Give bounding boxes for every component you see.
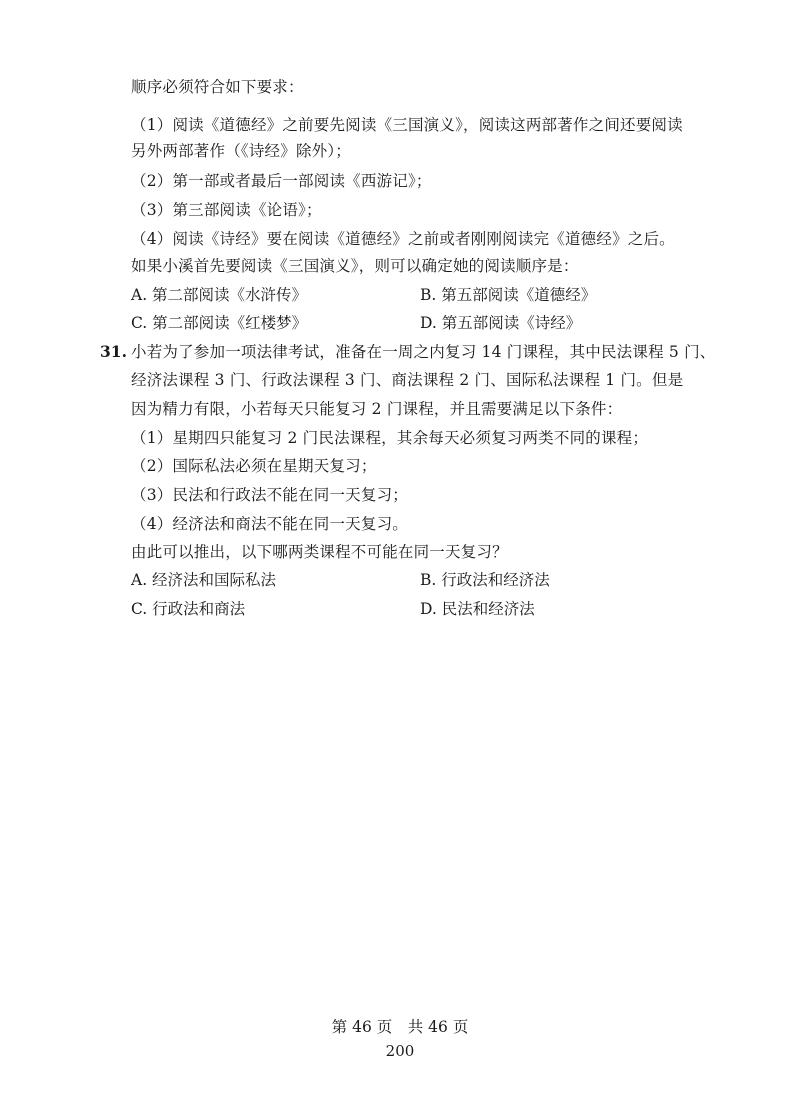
q31-option-b: B. 行政法和经济法 — [420, 571, 550, 589]
q30-condition-4: （4）阅读《诗经》要在阅读《道德经》之前或者刚刚阅读完《道德经》之后。 — [131, 230, 675, 248]
q30-condition-1b: 另外两部著作（《诗经》除外）； — [131, 142, 352, 160]
q30-intro: 顺序必须符合如下要求： — [131, 78, 304, 96]
page-number: 200 — [385, 1042, 415, 1060]
q30-condition-3: （3）第三部阅读《论语》； — [131, 201, 322, 219]
q31-condition-3: （3）民法和行政法不能在同一天复习； — [131, 486, 408, 504]
q30-question: 如果小溪首先要阅读《三国演义》，则可以确定她的阅读顺序是： — [131, 257, 579, 275]
q30-option-a: A. 第二部阅读《水浒传》 — [131, 286, 308, 304]
q31-stem-2: 经济法课程 3 门、行政法课程 3 门、商法课程 2 门、国际私法课程 1 门。但是 — [131, 371, 684, 389]
q31-condition-4: （4）经济法和商法不能在同一天复习。 — [131, 515, 408, 533]
page-indicator: 第 46 页 共 46 页 — [331, 1018, 469, 1036]
q31-question: 由此可以推出，以下哪两类课程不可能在同一天复习？ — [131, 543, 508, 561]
q31-number: 31. — [100, 342, 127, 361]
q31-stem-3: 因为精力有限，小若每天只能复习 2 门课程，并且需要满足以下条件： — [131, 400, 623, 418]
q31-option-d: D. 民法和经济法 — [420, 600, 535, 618]
q31-condition-1: （1）星期四只能复习 2 门民法课程，其余每天必须复习两类不同的课程； — [131, 429, 649, 447]
q31-option-a: A. 经济法和国际私法 — [131, 571, 277, 589]
q30-condition-2: （2）第一部或者最后一部阅读《西游记》； — [131, 172, 432, 190]
q30-condition-1a: （1）阅读《道德经》之前要先阅读《三国演义》，阅读这两部著作之间还要阅读 — [131, 116, 683, 134]
q30-option-d: D. 第五部阅读《诗经》 — [420, 314, 582, 332]
q31-stem-1: 小若为了参加一项法律考试，准备在一周之内复习 14 门课程，其中民法课程 5 门、 — [131, 343, 716, 361]
q31-option-c: C. 行政法和商法 — [131, 600, 246, 618]
q31-condition-2: （2）国际私法必须在星期天复习； — [131, 457, 377, 475]
q30-option-b: B. 第五部阅读《道德经》 — [420, 286, 597, 304]
q30-option-c: C. 第二部阅读《红楼梦》 — [131, 314, 308, 332]
